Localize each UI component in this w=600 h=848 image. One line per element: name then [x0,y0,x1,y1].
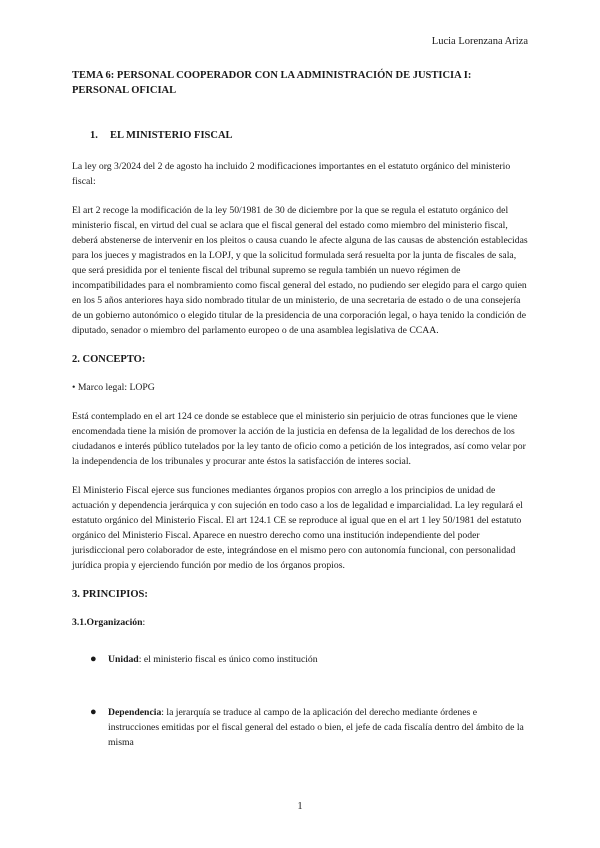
subsection-number: 3.1. [72,617,87,628]
section-2-heading: 2. CONCEPTO: [72,354,146,365]
section-1-heading [72,128,528,143]
section-1-paragraph-1: La ley org 3/2024 del 2 de agosto ha incluido 2 modificaciones importantes en el estatuto orgánico del ministerio fiscal: [72,161,511,187]
principles-list [72,652,528,750]
section-1-number: 1. [90,130,98,141]
section-2-paragraph-1: Está contemplado en el art 124 ce donde se establece que el ministerio sin perjuicio de otras funciones que le viene encomendada tiene la misión de promover la acción de la justicia en defensa de la legalidad de los derechos de los ciudadanos e interés público tutelados por la ley tanto de oficio como a petición de los integrados, así como velar por la independencia de los tribunales y procurar ante éstos la satisfacción de interes social. [72,411,526,467]
subsection-3-1-heading [72,615,528,630]
section-3-heading: 3. PRINCIPIOS: [72,589,148,600]
subsection-colon: : [142,617,146,628]
list-item-text: : el ministerio fiscal es único como institución [138,654,318,665]
list-item-term: Dependencia [108,707,162,718]
list-item [72,705,528,750]
bullet-icon: ● [90,706,97,718]
document-body [72,68,528,750]
header-author: Lucia Lorenzana Ariza [431,36,528,47]
section-1-paragraph-2: El art 2 recoge la modificación de la ley 50/1981 de 30 de diciembre por la que se regula el estatuto orgánico del ministerio fiscal, en virtud del cual se aclara que el fiscal general del estado como miembro del ministerio fiscal, deberá abstenerse de intervenir en los pleitos o causa cuando le afecte alguna de las causas de abstención establecidas para los jueces y magistrados en la LOPJ, y que la solicitud formulada será resuelta por la junta de fiscales de sala, que será presidida por el teniente fiscal del tribunal supremo se regula también un nuevo régimen de incompatibilidades para el nombramiento como fiscal general del estado, no pudiendo ser elegido para el cargo quien en los 5 años anteriores haya sido nombrado titular de un ministerio, de una secretaria de estado o de una consejería de un gobierno autonómico o elegido titular de la presidencia de una corporación legal, o haya tenido la condición de diputado, senador o miembro del parlamento europeo o de una asamblea legislativa de CCAA. [72,205,528,336]
document-title: TEMA 6: PERSONAL COOPERADOR CON LA ADMINISTRACIÓN DE JUSTICIA I: PERSONAL OFICIAL [72,70,472,96]
legal-framework-line: • Marco legal: LOPG [72,382,155,393]
list-item-term: Unidad [108,654,139,665]
page-number: 1 [297,801,303,812]
list-item [72,652,528,667]
subsection-title: Organización [86,617,143,628]
list-item-text: : la jerarquía se traduce al campo de la aplicación del derecho mediante órdenes e instrucciones emitidas por el fiscal general del estado o bien, el jefe de cada fiscalía dentro del ámbito de la misma [108,707,524,748]
bullet-icon: ● [90,653,97,665]
section-1-title: EL MINISTERIO FISCAL [110,130,233,141]
section-2-paragraph-2: El Ministerio Fiscal ejerce sus funciones mediantes órganos propios con arreglo a los principios de unidad de actuación y dependencia jerárquica y con sujeción en todo caso a los de legalidad e imparcialidad. La ley regulará el estatuto orgánico del Ministerio Fiscal. El art 124.1 CE se reproduce al igual que en el art 1 ley 50/1981 del estatuto orgánico del Ministerio Fiscal. Aparece en nuestro derecho como una institución independiente del poder jurisdiccional pero colaborador de este, integrándose en el mismo pero con autonomía funcional, con personalidad jurídica propia y ejerciendo función por medio de los órganos propios. [72,485,523,571]
